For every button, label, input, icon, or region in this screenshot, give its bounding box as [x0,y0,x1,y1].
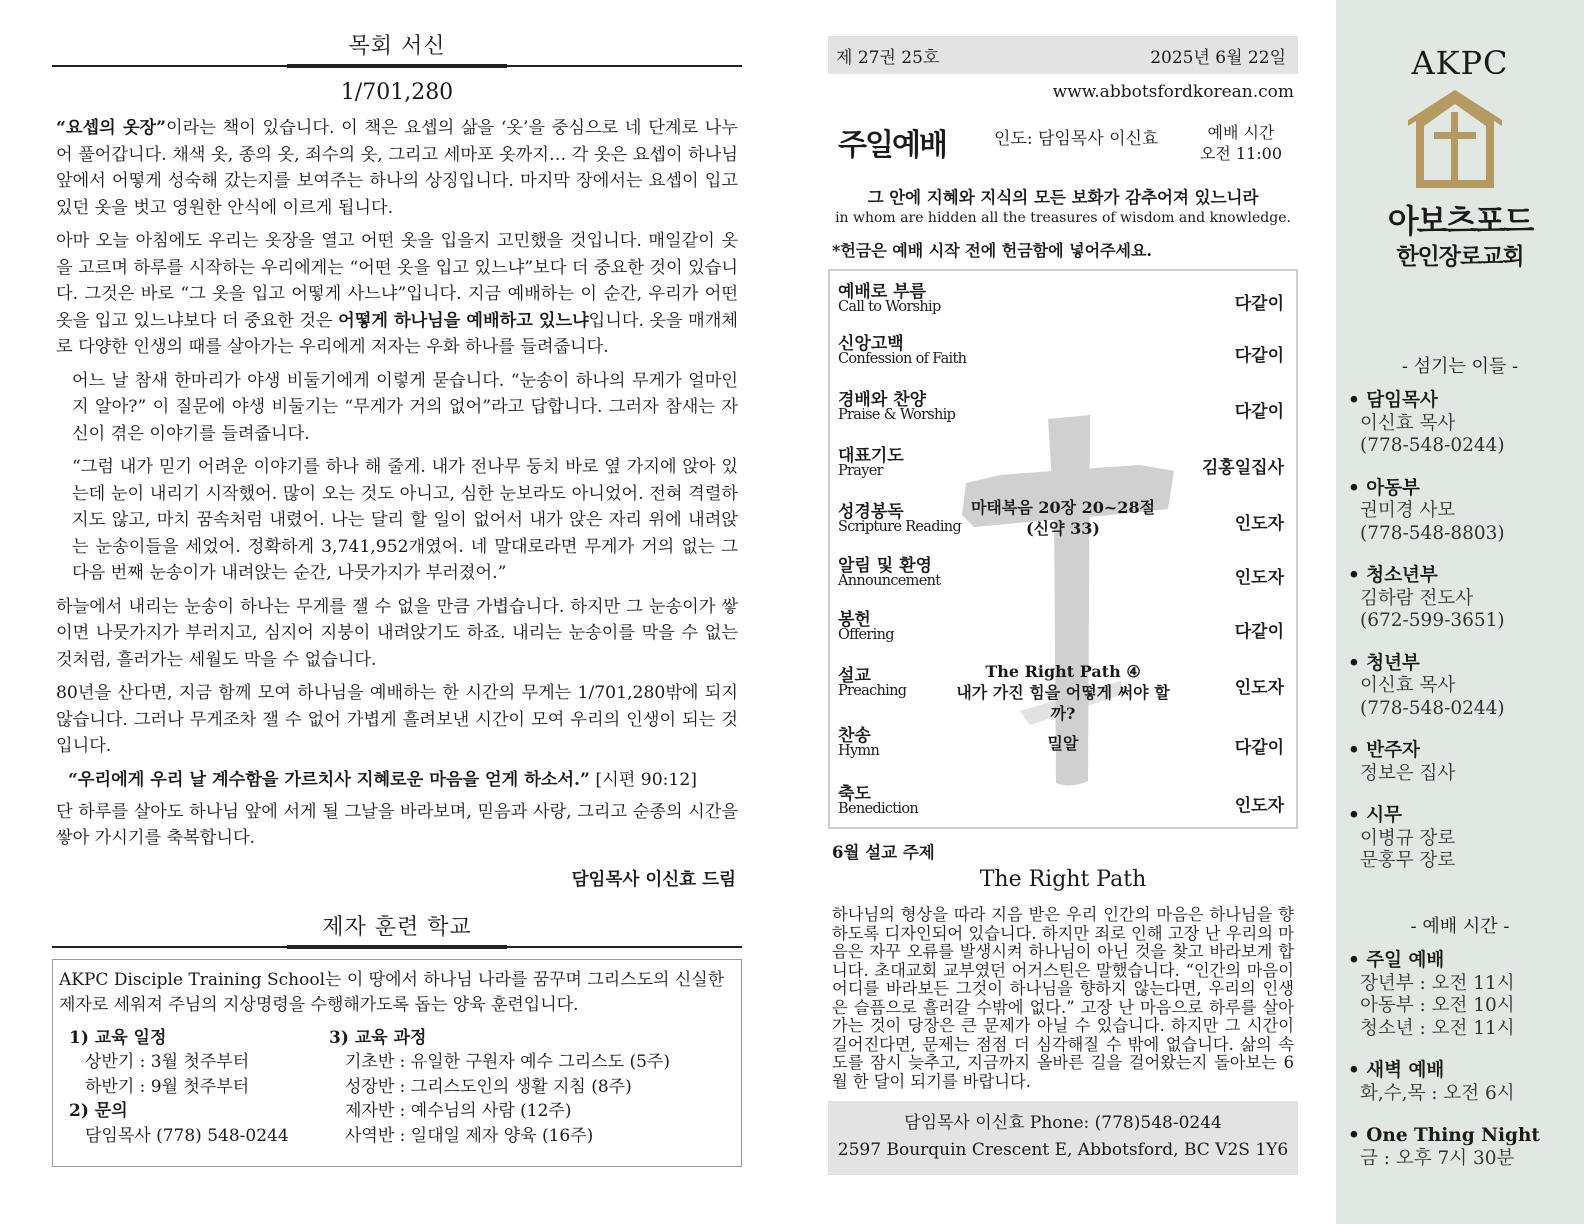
sidebar-entry-title: • 아동부 [1348,477,1420,499]
sidebar-entry-detail: 정보은 집사 [1360,762,1456,784]
sidebar-entry [1348,565,1578,633]
issue-date: 2025년 6월 22일 [1150,47,1286,68]
order-item-korean: 알림 및 환영 [838,556,932,576]
order-item-english: Offering [838,627,894,643]
school-heading-rule [52,945,742,949]
sidebar-entry-detail: 권미경 사모 [1360,500,1456,521]
order-item-english: Scripture Reading [838,519,961,535]
schedule-item: 상반기 : 3월 첫주부터 [85,1052,250,1072]
contact-phone: 담임목사 (778) 548-0244 [85,1125,289,1146]
letter-paragraph-7: 단 하루를 살아도 하나님 앞에 서게 될 그날을 바라보며, 믿음과 사랑, 그리고 순종의 시간을 쌓아 가시기를 축복합니다. [56,801,738,848]
school-intro: AKPC Disciple Training School는 이 땅에서 하나님 나라를 꿈꾸며 그리스도의 신실한 제자로 세워져 주님의 지상명령을 수행해가도록 돕는 양육 훈련입니다. [59,969,725,1015]
sidebar-entry [1348,950,1578,1040]
letter-paragraph-3: 어느 날 참새 한마리가 야생 비둘기에게 이렇게 묻습니다. “눈송이 하나의 무게가 얼마인지 알아?” 이 질문에 야생 비둘기는 “무게가 거의 없어”라고 답합니다. 그러자 참새는 자신이 겪은 이야기를 들려줍니다. [72,370,738,444]
footer-address: 2597 Bourquin Crescent E, Abbotsford, BC V2S 1Y6 [837,1140,1289,1160]
sidebar-entry-detail: 이병규 장로 [1360,827,1456,849]
order-item-participant: 다같이 [1234,294,1284,314]
order-item-detail [948,661,1178,724]
sidebar-entry-detail: 아동부 : 오전 10시 [1360,995,1515,1016]
footer-pastor-phone: 담임목사 이신효 Phone: (778)548-0244 [904,1113,1222,1133]
letter-heading-rule [52,64,742,68]
month-topic-title: The Right Path [979,867,1147,892]
course-item: 사역반 : 일대일 제자 양육 (16주) [345,1125,594,1146]
order-item [838,661,1288,723]
order-item [838,605,1288,655]
order-item [838,779,1288,829]
order-item-detail [948,497,1178,539]
order-item-english: Preaching [838,683,907,699]
order-item-participant: 인도자 [1234,568,1284,588]
order-item-participant: 김홍일집사 [1201,458,1284,478]
sidebar-entry-title: • One Thing Night [1348,1125,1540,1146]
servants-list [1348,390,1578,893]
letter-paragraph-2-emphasis: 어떻게 하나님을 예배하고 있느냐 [338,310,589,331]
school-schedule-column [59,1026,329,1149]
sidebar-entry-detail: 이신효 목사 [1360,412,1456,434]
month-topic-label: 6월 설교 주제 [832,843,935,862]
order-item-english: Confession of Faith [838,351,967,367]
order-item-korean: 축도 [838,784,871,804]
order-item-korean: 신앙고백 [838,334,904,354]
sidebar-entry [1348,390,1578,458]
scripture-quote-ref: [시편 90:12] [589,769,697,790]
letter-subtitle: 1/701,280 [340,80,454,105]
letter-paragraph-4: “그럼 내가 믿기 어려운 이야기를 하나 해 줄게. 내가 전나무 둥치 바로 옆 가지에 앉아 있는데 눈이 내리기 시작했어. 많이 오는 것도 아니고, 심한 눈보라도 아니었어. 전혀 격렬하지도 않고, 마치 꿈속처럼 내렸어. 나는 달리 할 일이 없어서 내가 앉은 자리 위에 내려앉는 눈송이들을 세었어. 정확하게 3,741,952개였어. 네 말대로라면 무게가 거의 없는 그다음 번째 눈송이가 내려앉는 순간, 나뭇가지가 부러졌어.” [72,457,738,583]
offering-note: *헌금은 예배 시작 전에 헌금함에 넣어주세요. [832,241,1152,260]
church-website: www.abbotsfordkorean.com [1052,82,1294,102]
letter-paragraph-1 [52,115,742,221]
sidebar-entry [1348,653,1578,721]
order-item [838,441,1288,491]
order-item-participant: 다같이 [1234,622,1284,642]
sidebar-entry [1348,1125,1578,1170]
issue-volume: 제 27권 25호 [836,47,940,68]
order-item-english: Prayer [838,463,883,479]
month-topic-text: 하나님의 형상을 따라 지음 받은 우리 인간의 마음은 하나님을 향하도록 디자인되어 있습니다. 하지만 죄로 인해 고장 난 우리의 마음은 자꾸 오류를 발생시켜 하나님이 아닌 것을 찾고 바라보게 합니다. 초대교회 교부였던 어거스틴은 말했습니다. “인간의 마음이 어디를 바라보든 그것이 하나님을 향하지 않는다면, 우리의 인생은 슬픔으로 흘러갈 수밖에 없다.” 고장 난 마음으로 하루를 살아가는 것이 당장은 큰 문제가 아닐 수 있습니다. 하지만 그 시간이 길어진다면, 문제는 점점 더 심각해질 수 밖에 없습니다. 삶의 속도를 잠시 늦추고, 지금까지 올바른 길을 걸어왔는지 돌아보는 6월 한 달이 되기를 바랍니다. [832,905,1294,1091]
letter-paragraph-6: 80년을 산다면, 지금 함께 모여 하나님을 예배하는 한 시간의 무게는 1/701,280밖에 되지 않습니다. 그러나 무게조차 잴 수 없어 가볍게 흘려보낸 시간이 모여 우리의 인생이 되는 것입니다. [56,683,738,756]
sidebar-entry [1348,1060,1578,1105]
letter-paragraph-2-text-a: 아마 오늘 아침에도 우리는 옷장을 열고 어떤 옷을 입을지 고민했을 것입니다. 매일같이 옷을 고르며 하루를 시작하는 우리에게는 “어떤 옷을 입고 있느냐”보다 더 중요한 것이 있습니다. 그것은 바로 “그 옷을 입고 어떻게 사느냐”입니다. 지금 예배하는 이 순간, 우리가 어떤 옷을 입고 있느냐보다 더 중요한 것은 [56,231,738,331]
order-item-korean: 찬송 [838,726,871,746]
verse-english: in whom are hidden all the treasures of wisdom and knowledge. [835,210,1291,226]
course-item: 제자반 : 예수님의 사람 (12주) [345,1101,572,1121]
order-item-detail-line: 내가 가진 힘을 어떻게 써야 할까? [956,683,1170,723]
contact-footer [828,1101,1298,1175]
order-item-detail-line: 마태복음 20장 20~28절 [970,498,1156,517]
sidebar-entry-detail: 금 : 오후 7시 30분 [1360,1147,1515,1169]
order-item-detail-line: The Right Path ④ [985,662,1141,681]
sidebar-entry-detail: 문홍무 장로 [1360,850,1456,871]
sidebar-entry-title: • 주일 예배 [1348,950,1445,971]
order-item [838,277,1288,327]
order-item-korean: 예배로 부름 [838,282,927,302]
letter-signature: 담임목사 이신효 드림 [571,869,736,890]
sidebar-entry [1348,478,1578,546]
worship-times-list [1348,950,1578,1190]
order-item [838,385,1288,435]
service-time-label: 예배 시간 [1207,123,1275,142]
order-item-participant: 다같이 [1234,738,1284,758]
order-item [838,551,1288,601]
schedule-title: 1) 교육 일정 [69,1027,167,1048]
sidebar-entry [1348,740,1578,785]
letter-paragraph-1-text: 이라는 책이 있습니다. 이 책은 요셉의 삶을 ‘옷’을 중심으로 네 단계로 나누어 풀어갑니다. 채색 옷, 종의 옷, 죄수의 옷, 그리고 세마포 옷까지… 각 옷은 요셉이 하나님 앞에서 어떻게 성숙해 갔는지를 보여주는 하나의 상징입니다. 마지막 장에서는 요셉이 입고 있던 옷을 벗고 영원한 안식에 이르게 됩니다. [56,118,738,218]
order-item-korean: 성경봉독 [838,502,904,522]
issue-bar [828,36,1298,74]
service-leader: 인도: 담임목사 이신효 [994,129,1159,149]
order-item-english: Benediction [838,801,919,817]
scripture-quote-text: “우리에게 우리 날 계수함을 가르치사 지혜로운 마음을 얻게 하소서.” [68,769,590,790]
church-name-primary: 아보츠포드 [1387,202,1533,240]
order-item [838,329,1288,379]
order-item-english: Announcement [838,573,941,589]
sidebar-entry-title: • 반주자 [1348,740,1420,761]
sidebar-entry-title: • 새벽 예배 [1348,1060,1445,1081]
sidebar-entry-title: • 청소년부 [1348,565,1438,586]
order-item-korean: 대표기도 [838,446,904,466]
order-item-korean: 설교 [838,666,871,686]
service-header [828,108,1298,174]
sidebar-entry-title: • 청년부 [1348,652,1420,674]
sidebar-entry-title: • 담임목사 [1348,390,1438,411]
order-item-detail-line: 밀알 [1047,734,1079,753]
order-item-participant: 다같이 [1234,346,1284,366]
school-course-column [329,1026,735,1149]
order-item [838,497,1288,547]
sidebar-entry-detail: (778-548-8803) [1360,522,1505,544]
letter-paragraph-2 [52,228,742,361]
sidebar-entry-detail: (778-548-0244) [1360,435,1505,456]
sidebar-entry-detail: 김하람 전도사 [1360,587,1474,609]
order-of-worship [828,269,1298,829]
sidebar-entry-detail: 이신효 목사 [1360,675,1456,696]
church-sidebar [1336,0,1584,1224]
order-item-detail [948,733,1178,754]
servants-heading: - 섬기는 이들 - [1401,356,1519,377]
brand-name: AKPC [1411,44,1509,82]
church-name-secondary: 한인장로교회 [1396,244,1524,270]
course-item: 성장반 : 그리스도인의 생활 지침 (8주) [345,1076,632,1097]
discipleship-school-section [52,911,742,1167]
sidebar-entry-detail: (778-548-0244) [1360,697,1505,719]
order-item-english: Praise & Worship [838,407,956,423]
contact-title: 2) 문의 [69,1101,128,1121]
order-item-participant: 인도자 [1234,796,1284,816]
sidebar-entry-title: • 시무 [1348,805,1403,826]
service-title: 주일예배 [838,128,946,163]
course-item: 기초반 : 유일한 구원자 예수 그리스도 (5주) [345,1052,670,1072]
book-title: “요셉의 옷장” [56,118,167,138]
sidebar-entry-detail: 청소년 : 오전 11시 [1360,1017,1515,1039]
letter-paragraph-5: 하늘에서 내리는 눈송이 하나는 무게를 잴 수 없을 만큼 가볍습니다. 하지만 그 눈송이가 쌓이면 나뭇가지가 부러지고, 심지어 지붕이 내려앉기도 하죠. 내리는 눈송이를 막을 수 없는 것처럼, 흘러가는 세월도 막을 수 없습니다. [56,596,738,670]
service-time [1200,122,1282,164]
order-item-participant: 다같이 [1234,402,1284,422]
order-item-english: Call to Worship [838,299,941,315]
scripture-quote [52,767,742,793]
order-item-korean: 경배와 찬양 [838,390,927,410]
church-house-logo-icon [1400,86,1510,196]
pastoral-letter-column [52,30,742,1167]
sidebar-entry-detail: (672-599-3651) [1360,610,1505,631]
school-heading: 제자 훈련 학교 [322,914,472,940]
school-box [52,959,742,1167]
service-time-value: 오전 11:00 [1199,144,1282,163]
sidebar-entry [1348,805,1578,873]
letter-paragraph-2-text-b: 입니다. 옷을 매개체로 다양한 인생의 때를 살아가는 우리에게 저자는 우화 하나를 들려줍니다. [56,310,738,357]
schedule-item: 하반기 : 9월 첫주부터 [85,1076,250,1097]
sidebar-entry-detail: 장년부 : 오전 11시 [1360,972,1515,994]
order-item-participant: 인도자 [1234,678,1284,698]
order-item-participant: 인도자 [1234,514,1284,534]
course-title: 3) 교육 과정 [329,1027,427,1048]
worship-times-heading: - 예배 시간 - [1410,916,1510,937]
order-item [838,721,1288,771]
order-item-korean: 봉헌 [838,610,871,630]
letter-heading: 목회 서신 [348,34,446,59]
verse-korean: 그 안에 지혜와 지식의 모든 보화가 감추어져 있느니라 [867,188,1259,207]
order-item-english: Hymn [838,743,880,759]
sidebar-entry-detail: 화,수,목 : 오전 6시 [1360,1082,1515,1104]
bulletin-column [828,36,1298,1175]
order-item-detail-line: (신약 33) [1026,519,1100,538]
